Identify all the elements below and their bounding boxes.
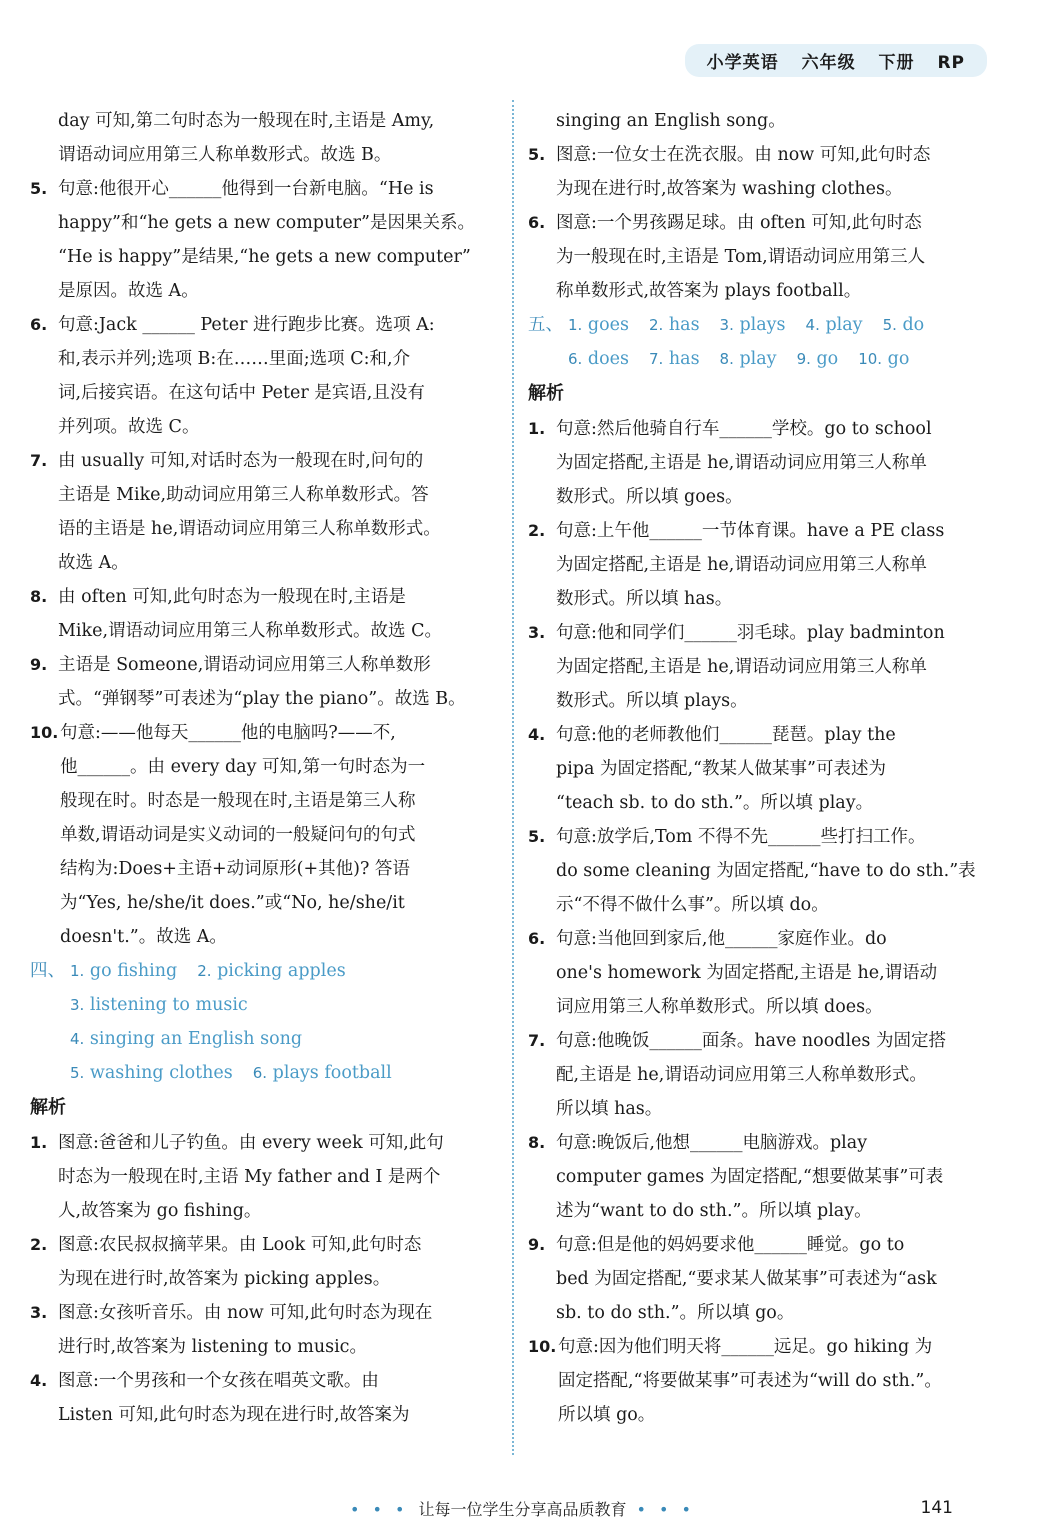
item-line: 图意:爸爸和儿子钓鱼。由 every week 可知,此句	[58, 1133, 444, 1153]
item-line: 所以填 go。	[558, 1405, 656, 1425]
answer-section	[528, 308, 992, 376]
item-line: 为固定搭配,主语是 he,谓语动词应用第三人称单	[556, 555, 927, 575]
item-line: 单数,谓语动词是实义动词的一般疑问句的句式	[60, 825, 416, 845]
item-line: 为固定搭配,主语是 he,谓语动词应用第三人称单	[556, 657, 927, 677]
item-line: 固定搭配,“将要做某事”可表述为“will do sth.”。	[558, 1371, 942, 1391]
item-number: 6.	[528, 929, 546, 948]
item-text	[556, 616, 992, 718]
item-text	[58, 308, 496, 444]
answer-number: 7.	[648, 350, 664, 368]
answer-text: picking apples	[217, 961, 346, 981]
item-line: 句意:上午他______一节体育课。have a PE class	[556, 521, 945, 541]
item-line: 为固定搭配,主语是 he,谓语动词应用第三人称单	[556, 453, 927, 473]
item-line: 由 usually 可知,对话时态为一般现在时,问句的	[58, 451, 424, 471]
item-line: 图意:一个男孩踢足球。由 often 可知,此句时态	[556, 213, 922, 233]
item-line: 般现在时。时态是一般现在时,主语是第三人称	[60, 791, 416, 811]
item-line: 句意:晚饭后,他想______电脑游戏。play	[556, 1133, 868, 1153]
item-number: 3.	[528, 623, 546, 642]
item-line: 语的主语是 he,谓语动词应用第三人称单数形式。	[58, 519, 441, 539]
item-text	[58, 1126, 496, 1228]
answer-text: has	[668, 315, 700, 335]
answer-row	[70, 954, 412, 988]
item-line: 和,表示并列;选项 B:在……里面;选项 C:和,介	[58, 349, 411, 369]
item-text	[556, 514, 992, 616]
answer-text: go	[887, 349, 910, 369]
item-number: 7.	[30, 451, 48, 470]
item-number: 4.	[30, 1371, 48, 1390]
answer-list	[70, 954, 412, 1090]
item-text	[558, 1330, 992, 1432]
item-line: 句意:然后他骑自行车______学校。go to school	[556, 419, 932, 439]
list-item	[30, 172, 496, 308]
item-number: 10.	[30, 723, 59, 742]
item-line: 由 often 可知,此句时态为一般现在时,主语是	[58, 587, 406, 607]
item-line: 主语是 Someone,谓语动词应用第三人称单数形	[58, 655, 431, 675]
item-number: 8.	[30, 587, 48, 606]
page-number: 141	[920, 1498, 953, 1518]
intro-line: 谓语动词应用第三人称单数形式。故选 B。	[58, 145, 392, 165]
answer	[253, 1063, 392, 1083]
left-column	[30, 104, 496, 1432]
item-text	[556, 138, 992, 206]
item-line: 词,后接宾语。在这句话中 Peter 是宾语,且没有	[58, 383, 425, 403]
item-number: 6.	[528, 213, 546, 232]
answer	[649, 315, 700, 335]
item-text	[556, 1024, 992, 1126]
item-line: 句意:他很开心______他得到一台新电脑。“He is	[58, 179, 434, 199]
list-item	[528, 138, 992, 206]
header-tag	[685, 44, 987, 77]
answer-number: 2.	[197, 962, 212, 980]
answer-number: 2.	[648, 316, 664, 334]
list-item	[528, 616, 992, 718]
item-number: 5.	[528, 145, 546, 164]
answer-row	[70, 988, 412, 1022]
item-line: 词应用第三人称单数形式。所以填 does。	[556, 997, 883, 1017]
header-volume: 下册	[878, 53, 915, 73]
item-text	[556, 412, 992, 514]
answer-number: 10.	[858, 350, 883, 368]
item-text	[556, 820, 992, 922]
list-item	[528, 514, 992, 616]
answer-number: 4.	[805, 316, 820, 334]
item-line: 进行时,故答案为 listening to music。	[58, 1337, 367, 1357]
list-item	[30, 648, 496, 716]
answer	[883, 315, 925, 335]
answer-row	[70, 1056, 412, 1090]
item-line: 图意:女孩听音乐。由 now 可知,此句时态为现在	[58, 1303, 433, 1323]
list-item	[528, 1330, 992, 1432]
answer-text: go fishing	[89, 961, 178, 981]
answer	[568, 349, 629, 369]
answer-number: 1.	[568, 316, 583, 334]
item-number: 7.	[528, 1031, 546, 1050]
item-line: 句意:他和同学们______羽毛球。play badminton	[556, 623, 945, 643]
answer-text: singing an English song	[89, 1029, 303, 1049]
item-line: 他______。由 every day 可知,第一句时态为一	[60, 757, 426, 777]
answer	[70, 1063, 233, 1083]
answer	[70, 995, 248, 1015]
section-label: 四、	[30, 961, 65, 981]
answer	[649, 349, 700, 369]
answer-number: 9.	[796, 350, 811, 368]
item-text	[556, 1126, 992, 1228]
item-line: 句意:——他每天______他的电脑吗?——不,	[60, 723, 396, 743]
list-item	[528, 1228, 992, 1330]
item-line: 数形式。所以填 plays。	[556, 691, 748, 711]
list-item	[528, 206, 992, 308]
answer-text: play	[825, 315, 863, 335]
item-line: 句意:Jack ______ Peter 进行跑步比赛。选项 A:	[58, 315, 435, 335]
answer	[806, 315, 863, 335]
item-line: 时态为一般现在时,主语 My father and I 是两个	[58, 1167, 441, 1187]
answer-text: listening to music	[89, 995, 248, 1015]
item-line: doesn't.”。故选 A。	[60, 927, 227, 947]
footer-slogan: 让每一位学生分享高品质教育	[418, 1500, 627, 1519]
item-number: 6.	[30, 315, 48, 334]
item-line: 为“Yes, he/she/it does.”或“No, he/she/it	[60, 893, 405, 913]
item-text	[58, 580, 496, 648]
item-line: “teach sb. to do sth.”。所以填 play。	[556, 793, 874, 813]
item-line: 所以填 has。	[556, 1099, 663, 1119]
item-line: 数形式。所以填 goes。	[556, 487, 743, 507]
list-item	[30, 444, 496, 580]
item-line: Listen 可知,此句时态为现在进行时,故答案为	[58, 1405, 410, 1425]
column-divider	[512, 100, 514, 1455]
item-text	[556, 718, 992, 820]
item-text	[556, 922, 992, 1024]
answer-number: 4.	[70, 1030, 85, 1048]
item-text	[58, 1228, 496, 1296]
answer-number: 6.	[252, 1064, 268, 1082]
answer-number: 6.	[568, 350, 583, 368]
item-number: 2.	[30, 1235, 48, 1254]
item-text	[58, 1296, 496, 1364]
list-item	[30, 1228, 496, 1296]
answer-number: 5.	[70, 1064, 85, 1082]
item-line: 人,故答案为 go fishing。	[58, 1201, 262, 1221]
item-number: 1.	[528, 419, 546, 438]
right-column	[528, 104, 992, 1432]
answer	[858, 349, 909, 369]
answer-row	[568, 342, 944, 376]
item-line: 图意:一个男孩和一个女孩在唱英文歌。由	[58, 1371, 379, 1391]
list-item	[30, 308, 496, 444]
item-line: computer games 为固定搭配,“想要做某事”可表	[556, 1167, 944, 1187]
answer	[70, 961, 177, 981]
item-number: 1.	[30, 1133, 48, 1152]
item-line: 为现在进行时,故答案为 washing clothes。	[556, 179, 903, 199]
item-number: 8.	[528, 1133, 546, 1152]
item-number: 10.	[528, 1337, 557, 1356]
item-line: 述为“want to do sth.”。所以填 play。	[556, 1201, 872, 1221]
item-line: happy”和“he gets a new computer”是因果关系。	[58, 213, 475, 233]
header-edition: RP	[937, 53, 965, 73]
list-item	[30, 1296, 496, 1364]
item-line: 图意:一位女士在洗衣服。由 now 可知,此句时态	[556, 145, 931, 165]
answer	[197, 961, 346, 981]
answer-section	[30, 954, 496, 1090]
item-line: 为一般现在时,主语是 Tom,谓语动词应用第三人	[556, 247, 926, 267]
answer	[720, 315, 786, 335]
item-number: 9.	[30, 655, 48, 674]
item-line: 句意:放学后,Tom 不得不先______些打扫工作。	[556, 827, 926, 847]
item-line: 故选 A。	[58, 553, 129, 573]
answer-text: play	[739, 349, 777, 369]
item-number: 5.	[30, 179, 48, 198]
analysis-heading: 解析	[528, 383, 564, 404]
answer-number: 5.	[882, 316, 897, 334]
item-text	[556, 206, 992, 308]
item-line: 结构为:Does+主语+动词原形(+其他)? 答语	[60, 859, 410, 879]
answer-text: go	[816, 349, 839, 369]
item-text	[58, 172, 496, 308]
item-line: 句意:当他回到家后,他______家庭作业。do	[556, 929, 887, 949]
answer-text: plays	[739, 315, 786, 335]
list-item	[528, 1024, 992, 1126]
answer	[797, 349, 839, 369]
answer-text: does	[587, 349, 629, 369]
list-item	[528, 718, 992, 820]
item-line: 称单数形式,故答案为 plays football。	[556, 281, 862, 301]
item-line: 数形式。所以填 has。	[556, 589, 733, 609]
answer-list	[568, 308, 944, 376]
answer-number: 8.	[719, 350, 734, 368]
answer-number: 3.	[719, 316, 734, 334]
item-line: one's homework 为固定搭配,主语是 he,谓语动	[556, 963, 938, 983]
intro-line: day 可知,第二句时态为一般现在时,主语是 Amy,	[58, 111, 435, 131]
item-line: do some cleaning 为固定搭配,“have to do sth.”表	[556, 861, 976, 881]
list-item	[30, 1364, 496, 1432]
intro-line: singing an English song。	[556, 111, 786, 131]
item-line: 示“不得不做什么事”。所以填 do。	[556, 895, 829, 915]
item-line: 并列项。故选 C。	[58, 417, 200, 437]
answer-text: plays football	[272, 1063, 392, 1083]
item-line: “He is happy”是结果,“he gets a new computer”	[58, 247, 471, 267]
item-line: 句意:但是他的妈妈要求他______睡觉。go to	[556, 1235, 905, 1255]
item-line: 为现在进行时,故答案为 picking apples。	[58, 1269, 391, 1289]
item-number: 3.	[30, 1303, 48, 1322]
item-line: sb. to do sth.”。所以填 go。	[556, 1303, 795, 1323]
item-line: 句意:他的老师教他们______琵琶。play the	[556, 725, 896, 745]
answer-number: 3.	[70, 996, 85, 1014]
answer-number: 1.	[70, 962, 85, 980]
item-line: 图意:农民叔叔摘苹果。由 Look 可知,此句时态	[58, 1235, 422, 1255]
item-number: 4.	[528, 725, 546, 744]
item-line: bed 为固定搭配,“要求某人做某事”可表述为“ask	[556, 1269, 937, 1289]
item-text	[58, 1364, 496, 1432]
header-subject: 小学英语	[706, 53, 779, 73]
analysis-heading: 解析	[30, 1097, 66, 1118]
item-line: 句意:因为他们明天将______远足。go hiking 为	[558, 1337, 933, 1357]
list-item	[30, 580, 496, 648]
item-line: 是原因。故选 A。	[58, 281, 199, 301]
answer-row	[568, 308, 944, 342]
answer	[720, 349, 777, 369]
footer: • • • 让每一位学生分享高品质教育 • • •	[350, 1500, 695, 1519]
answer	[70, 1029, 302, 1049]
list-item	[528, 820, 992, 922]
header-grade: 六年级	[801, 53, 856, 73]
list-item	[528, 412, 992, 514]
list-item	[528, 922, 992, 1024]
answer-text: has	[668, 349, 700, 369]
answer-text: do	[902, 315, 925, 335]
item-line: Mike,谓语动词应用第三人称单数形式。故选 C。	[58, 621, 442, 641]
item-number: 2.	[528, 521, 546, 540]
section-label: 五、	[528, 315, 563, 335]
item-text	[58, 648, 496, 716]
item-line: 式。“弹钢琴”可表述为“play the piano”。故选 B。	[58, 689, 466, 709]
answer-text: washing clothes	[89, 1063, 233, 1083]
item-number: 9.	[528, 1235, 546, 1254]
item-line: 主语是 Mike,助动词应用第三人称单数形式。答	[58, 485, 429, 505]
item-text	[60, 716, 496, 954]
item-text	[58, 444, 496, 580]
item-line: 句意:他晚饭______面条。have noodles 为固定搭	[556, 1031, 946, 1051]
answer-text: goes	[587, 315, 629, 335]
item-line: 配,主语是 he,谓语动词应用第三人称单数形式。	[556, 1065, 927, 1085]
list-item	[30, 1126, 496, 1228]
answer-row	[70, 1022, 412, 1056]
item-line: pipa 为固定搭配,“教某人做某事”可表述为	[556, 759, 886, 779]
answer	[568, 315, 629, 335]
item-text	[556, 1228, 992, 1330]
item-number: 5.	[528, 827, 546, 846]
list-item	[528, 1126, 992, 1228]
list-item	[30, 716, 496, 954]
